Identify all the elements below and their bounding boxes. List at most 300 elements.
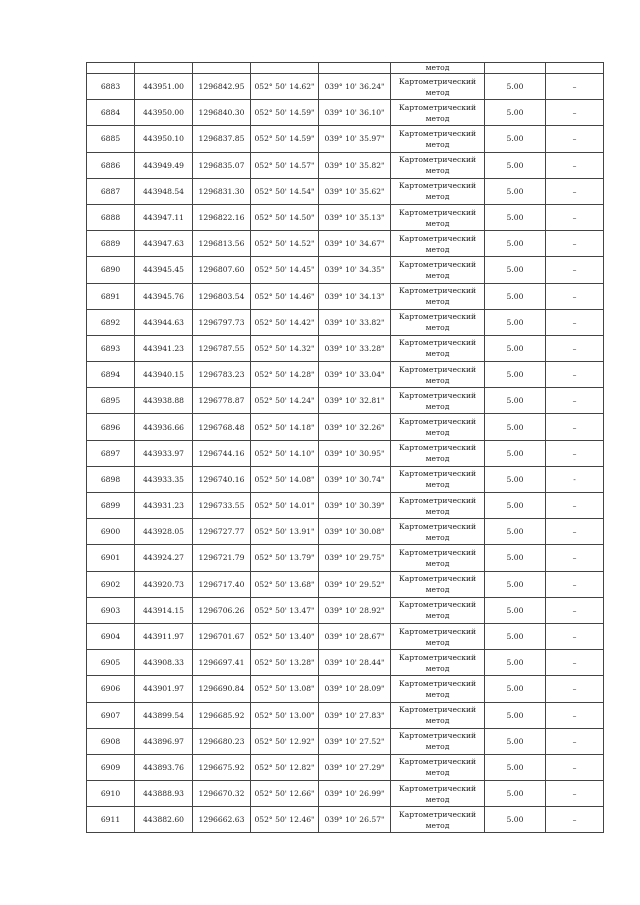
- method-line-1: Картометрический: [398, 809, 477, 819]
- method-line-2: метод: [425, 558, 450, 568]
- cell-method: [391, 74, 485, 100]
- table-row: [87, 728, 604, 754]
- cell-latitude: 052° 50' 14.42": [251, 309, 319, 335]
- method-line-2: метод: [425, 87, 450, 97]
- cell-latitude: 052° 50' 14.57": [251, 152, 319, 178]
- method-line-2: метод: [425, 349, 450, 359]
- cell-y-coordinate: 1296837.85: [193, 126, 251, 152]
- cell-accuracy: 5.00: [485, 283, 546, 309]
- table-row: [87, 440, 604, 466]
- cell-latitude: 052° 50' 14.32": [251, 335, 319, 361]
- cell-accuracy: 5.00: [485, 597, 546, 623]
- cell-x-coordinate: 443908.33: [135, 650, 193, 676]
- cell-y-coordinate: 1296685.92: [193, 702, 251, 728]
- cell-method: [391, 362, 485, 388]
- cell-method: [391, 414, 485, 440]
- cell-description: –: [546, 807, 604, 833]
- cell-y-coordinate: 1296701.67: [193, 623, 251, 649]
- cell-x-coordinate: 443944.63: [135, 309, 193, 335]
- cell-accuracy: 5.00: [485, 440, 546, 466]
- cell-y-coordinate: 1296727.77: [193, 519, 251, 545]
- cell-method: [391, 283, 485, 309]
- method-line-2: метод: [425, 192, 450, 202]
- cell-method: [391, 466, 485, 492]
- cell-accuracy: 5.00: [485, 728, 546, 754]
- cell-longitude: 039° 10' 33.04": [319, 362, 391, 388]
- cell-y-coordinate: 1296744.16: [193, 440, 251, 466]
- cell-description: –: [546, 571, 604, 597]
- cell-point-number: 6886: [87, 152, 135, 178]
- cell-point-number: 6890: [87, 257, 135, 283]
- cell-accuracy: 5.00: [485, 335, 546, 361]
- cell-latitude: 052° 50' 13.00": [251, 702, 319, 728]
- method-line-2: метод: [425, 428, 450, 438]
- cell-x-coordinate: 443940.15: [135, 362, 193, 388]
- cell-latitude: 052° 50' 14.28": [251, 362, 319, 388]
- cell-method: [391, 807, 485, 833]
- cell-x-coordinate: 443933.97: [135, 440, 193, 466]
- cell-accuracy: 5.00: [485, 702, 546, 728]
- cell-method: [391, 440, 485, 466]
- method-line-2: метод: [425, 663, 450, 673]
- cell-point-number: 6896: [87, 414, 135, 440]
- cell-latitude: 052° 50' 14.08": [251, 466, 319, 492]
- cell-accuracy: 5.00: [485, 362, 546, 388]
- cell-description: –: [546, 362, 604, 388]
- cell-latitude: 052° 50' 13.79": [251, 545, 319, 571]
- table-row: [87, 231, 604, 257]
- cell-longitude: 039° 10' 30.08": [319, 519, 391, 545]
- cell-x-coordinate: 443914.15: [135, 597, 193, 623]
- method-line-2: метод: [425, 454, 450, 464]
- cell-y-coordinate: 1296768.48: [193, 414, 251, 440]
- method-line-2: метод: [425, 480, 450, 490]
- cell-description: –: [546, 519, 604, 545]
- cell-x-coordinate: 443893.76: [135, 754, 193, 780]
- cell-description: –: [546, 623, 604, 649]
- method-line-1: Картометрический: [398, 521, 477, 531]
- cell-method: [391, 702, 485, 728]
- cell-method: [391, 257, 485, 283]
- cell-method: [391, 388, 485, 414]
- cell-longitude: 039° 10' 32.26": [319, 414, 391, 440]
- cell-y-coordinate: 1296740.16: [193, 466, 251, 492]
- cell-longitude: 039° 10' 33.82": [319, 309, 391, 335]
- cell-accuracy: 5.00: [485, 152, 546, 178]
- cell-y-coordinate: 1296787.55: [193, 335, 251, 361]
- cell-latitude: 052° 50' 12.46": [251, 807, 319, 833]
- method-line-1: Картометрический: [398, 259, 477, 269]
- method-line-2: метод: [425, 244, 450, 254]
- cell-latitude: 052° 50' 13.28": [251, 650, 319, 676]
- method-line-2: метод: [425, 689, 450, 699]
- cell-method: [391, 728, 485, 754]
- method-line-1: Картометрический: [398, 128, 477, 138]
- cell-longitude: 039° 10' 28.09": [319, 676, 391, 702]
- method-line-1: Картометрический: [398, 286, 477, 296]
- table-row: [87, 466, 604, 492]
- method-line-1: Картометрический: [398, 390, 477, 400]
- table-row: [87, 362, 604, 388]
- cell-accuracy: 5.00: [485, 754, 546, 780]
- cell-x-coordinate: 443933.35: [135, 466, 193, 492]
- cell-latitude: 052° 50' 14.59": [251, 126, 319, 152]
- cell-y-coordinate: 1296822.16: [193, 204, 251, 230]
- cell-description: –: [546, 178, 604, 204]
- table-row: [87, 519, 604, 545]
- cell-latitude: 052° 50' 14.01": [251, 493, 319, 519]
- cell-longitude: 039° 10' 29.52": [319, 571, 391, 597]
- cell-latitude: 052° 50' 13.40": [251, 623, 319, 649]
- table-row: [87, 754, 604, 780]
- cell-accuracy: 5.00: [485, 519, 546, 545]
- method-line-2: метод: [425, 585, 450, 595]
- method-line-1: Картометрический: [398, 469, 477, 479]
- cell-description: –: [546, 440, 604, 466]
- method-line-2: метод: [425, 742, 450, 752]
- cell-method: [391, 597, 485, 623]
- table-row: [87, 623, 604, 649]
- cell-description: –: [546, 309, 604, 335]
- method-line-1: Картометрический: [398, 626, 477, 636]
- cell-y-coordinate: 1296675.92: [193, 754, 251, 780]
- method-line-1: Картометрический: [398, 233, 477, 243]
- cell-description: –: [546, 257, 604, 283]
- cell-point-number: 6899: [87, 493, 135, 519]
- cell-latitude: 052° 50' 13.91": [251, 519, 319, 545]
- table-row: [87, 204, 604, 230]
- cell-point-number: 6893: [87, 335, 135, 361]
- table-row: [87, 388, 604, 414]
- cell-point-number: 6897: [87, 440, 135, 466]
- table-row: [87, 676, 604, 702]
- method-line-1: Картометрический: [398, 76, 477, 86]
- cell-point-number: 6904: [87, 623, 135, 649]
- cell-description: –: [546, 545, 604, 571]
- table-row: [87, 152, 604, 178]
- cell-x-coordinate: 443920.73: [135, 571, 193, 597]
- cell-latitude: 052° 50' 13.47": [251, 597, 319, 623]
- cell-empty: [546, 63, 604, 74]
- cell-point-number: 6907: [87, 702, 135, 728]
- method-line-2: метод: [425, 113, 450, 123]
- cell-x-coordinate: 443949.49: [135, 152, 193, 178]
- coordinates-table: [86, 62, 604, 833]
- method-line-1: Картометрический: [398, 678, 477, 688]
- cell-accuracy: 5.00: [485, 807, 546, 833]
- cell-longitude: 039° 10' 32.81": [319, 388, 391, 414]
- cell-x-coordinate: 443947.11: [135, 204, 193, 230]
- cell-x-coordinate: 443945.76: [135, 283, 193, 309]
- cell-x-coordinate: 443911.97: [135, 623, 193, 649]
- method-line-1: Картометрический: [398, 155, 477, 165]
- cell-latitude: 052° 50' 14.18": [251, 414, 319, 440]
- cell-y-coordinate: 1296783.23: [193, 362, 251, 388]
- cell-longitude: 039° 10' 28.44": [319, 650, 391, 676]
- method-line-1: Картометрический: [398, 338, 477, 348]
- cell-x-coordinate: 443896.97: [135, 728, 193, 754]
- table-row: [87, 545, 604, 571]
- cell-accuracy: 5.00: [485, 388, 546, 414]
- cell-latitude: 052° 50' 14.54": [251, 178, 319, 204]
- cell-point-number: 6883: [87, 74, 135, 100]
- cell-longitude: 039° 10' 34.13": [319, 283, 391, 309]
- cell-latitude: 052° 50' 13.68": [251, 571, 319, 597]
- cell-y-coordinate: 1296697.41: [193, 650, 251, 676]
- cell-point-number: 6902: [87, 571, 135, 597]
- table-row: [87, 597, 604, 623]
- cell-x-coordinate: 443948.54: [135, 178, 193, 204]
- cell-x-coordinate: 443931.23: [135, 493, 193, 519]
- cell-x-coordinate: 443941.23: [135, 335, 193, 361]
- cell-method: [391, 781, 485, 807]
- cell-longitude: 039° 10' 36.24": [319, 74, 391, 100]
- cell-longitude: 039° 10' 28.92": [319, 597, 391, 623]
- cell-x-coordinate: 443888.93: [135, 781, 193, 807]
- cell-empty: [87, 63, 135, 74]
- cell-y-coordinate: 1296717.40: [193, 571, 251, 597]
- cell-longitude: 039° 10' 34.67": [319, 231, 391, 257]
- method-line-1: Картометрический: [398, 181, 477, 191]
- method-line-1: Картометрический: [398, 547, 477, 557]
- method-line-2: метод: [425, 323, 450, 333]
- method-line-1: Картометрический: [398, 705, 477, 715]
- cell-method: [391, 754, 485, 780]
- cell-x-coordinate: 443936.66: [135, 414, 193, 440]
- cell-method: [391, 335, 485, 361]
- cell-point-number: 6905: [87, 650, 135, 676]
- cell-accuracy: 5.00: [485, 178, 546, 204]
- table-row: [87, 178, 604, 204]
- cell-point-number: 6894: [87, 362, 135, 388]
- cell-latitude: 052° 50' 14.50": [251, 204, 319, 230]
- cell-longitude: 039° 10' 36.10": [319, 100, 391, 126]
- cell-x-coordinate: 443938.88: [135, 388, 193, 414]
- table-row: [87, 781, 604, 807]
- cell-accuracy: 5.00: [485, 414, 546, 440]
- table-row: [87, 309, 604, 335]
- cell-longitude: 039° 10' 29.75": [319, 545, 391, 571]
- cell-x-coordinate: 443950.10: [135, 126, 193, 152]
- table-row: [87, 74, 604, 100]
- cell-method: [391, 231, 485, 257]
- cell-x-coordinate: 443947.63: [135, 231, 193, 257]
- cell-description: –: [546, 100, 604, 126]
- cell-description: –: [546, 781, 604, 807]
- method-line-1: Картометрический: [398, 102, 477, 112]
- cell-point-number: 6898: [87, 466, 135, 492]
- cell-accuracy: 5.00: [485, 466, 546, 492]
- cell-description: –: [546, 597, 604, 623]
- cell-longitude: 039° 10' 33.28": [319, 335, 391, 361]
- cell-description: –: [546, 204, 604, 230]
- method-line-1: Картометрический: [398, 757, 477, 767]
- cell-y-coordinate: 1296842.95: [193, 74, 251, 100]
- cell-description: –: [546, 335, 604, 361]
- method-line-2: метод: [425, 794, 450, 804]
- cell-point-number: 6891: [87, 283, 135, 309]
- method-line-1: Картометрический: [398, 731, 477, 741]
- cell-method: [391, 623, 485, 649]
- method-line-1: Картометрический: [398, 652, 477, 662]
- cell-accuracy: 5.00: [485, 126, 546, 152]
- cell-method: [391, 152, 485, 178]
- cell-method: [391, 100, 485, 126]
- cell-longitude: 039° 10' 26.99": [319, 781, 391, 807]
- cell-description: –: [546, 702, 604, 728]
- method-line-1: Картометрический: [398, 207, 477, 217]
- cell-y-coordinate: 1296670.32: [193, 781, 251, 807]
- method-line-2: метод: [425, 297, 450, 307]
- cell-longitude: 039° 10' 26.57": [319, 807, 391, 833]
- cell-y-coordinate: 1296835.07: [193, 152, 251, 178]
- table-row: [87, 283, 604, 309]
- method-line-2: метод: [425, 506, 450, 516]
- method-line-1: Картометрический: [398, 364, 477, 374]
- cell-description: –: [546, 728, 604, 754]
- cell-accuracy: 5.00: [485, 204, 546, 230]
- cell-y-coordinate: 1296662.63: [193, 807, 251, 833]
- cell-method: [391, 650, 485, 676]
- method-line-1: Картометрический: [398, 574, 477, 584]
- cell-latitude: 052° 50' 14.10": [251, 440, 319, 466]
- table-row: [87, 702, 604, 728]
- cell-x-coordinate: 443945.45: [135, 257, 193, 283]
- cell-accuracy: 5.00: [485, 257, 546, 283]
- cell-point-number: 6906: [87, 676, 135, 702]
- cell-point-number: 6887: [87, 178, 135, 204]
- cell-description: –: [546, 493, 604, 519]
- method-line-1: Картометрический: [398, 600, 477, 610]
- cell-empty: [135, 63, 193, 74]
- cell-longitude: 039° 10' 30.39": [319, 493, 391, 519]
- cell-point-number: 6889: [87, 231, 135, 257]
- method-line-1: Картометрический: [398, 312, 477, 322]
- cell-longitude: 039° 10' 35.13": [319, 204, 391, 230]
- method-line-2: метод: [425, 270, 450, 280]
- cell-latitude: 052° 50' 14.62": [251, 74, 319, 100]
- cell-accuracy: 5.00: [485, 676, 546, 702]
- cell-x-coordinate: 443951.00: [135, 74, 193, 100]
- method-line-1: Картометрический: [398, 443, 477, 453]
- cell-longitude: 039° 10' 30.74": [319, 466, 391, 492]
- cell-point-number: 6909: [87, 754, 135, 780]
- method-line-2: метод: [425, 218, 450, 228]
- cell-accuracy: 5.00: [485, 781, 546, 807]
- cell-empty: [251, 63, 319, 74]
- cell-latitude: 052° 50' 14.45": [251, 257, 319, 283]
- table-row: [87, 335, 604, 361]
- cell-latitude: 052° 50' 14.52": [251, 231, 319, 257]
- cell-method: [391, 309, 485, 335]
- cell-description: –: [546, 74, 604, 100]
- cell-description: –: [546, 231, 604, 257]
- cell-description: –: [546, 126, 604, 152]
- cell-point-number: 6901: [87, 545, 135, 571]
- method-line-2: метод: [425, 375, 450, 385]
- cell-x-coordinate: 443950.00: [135, 100, 193, 126]
- cell-accuracy: 5.00: [485, 493, 546, 519]
- table-row: [87, 650, 604, 676]
- cell-y-coordinate: 1296778.87: [193, 388, 251, 414]
- method-line-2: метод: [425, 139, 450, 149]
- cell-y-coordinate: 1296831.30: [193, 178, 251, 204]
- cell-x-coordinate: 443928.05: [135, 519, 193, 545]
- method-line-1: Картометрический: [398, 495, 477, 505]
- cell-accuracy: 5.00: [485, 545, 546, 571]
- cell-longitude: 039° 10' 34.35": [319, 257, 391, 283]
- cell-method: [391, 519, 485, 545]
- cell-latitude: 052° 50' 14.46": [251, 283, 319, 309]
- method-line-2: метод: [425, 768, 450, 778]
- cell-method: [391, 126, 485, 152]
- method-line-2: метод: [425, 401, 450, 411]
- cell-y-coordinate: 1296803.54: [193, 283, 251, 309]
- cell-accuracy: 5.00: [485, 74, 546, 100]
- cell-y-coordinate: 1296690.84: [193, 676, 251, 702]
- cell-y-coordinate: 1296680.23: [193, 728, 251, 754]
- cell-description: -: [546, 466, 604, 492]
- method-line-2: метод: [425, 820, 450, 830]
- cell-accuracy: 5.00: [485, 650, 546, 676]
- method-line-1: Картометрический: [398, 417, 477, 427]
- cell-point-number: 6908: [87, 728, 135, 754]
- method-line-2: метод: [425, 611, 450, 621]
- method-line-1: Картометрический: [398, 783, 477, 793]
- cell-longitude: 039° 10' 35.97": [319, 126, 391, 152]
- cell-accuracy: 5.00: [485, 100, 546, 126]
- table-row: [87, 257, 604, 283]
- cell-x-coordinate: 443901.97: [135, 676, 193, 702]
- cell-longitude: 039° 10' 35.62": [319, 178, 391, 204]
- cell-accuracy: 5.00: [485, 623, 546, 649]
- cell-description: –: [546, 754, 604, 780]
- method-line-2: метод: [425, 532, 450, 542]
- cell-method: [391, 545, 485, 571]
- cell-latitude: 052° 50' 13.08": [251, 676, 319, 702]
- cell-longitude: 039° 10' 27.29": [319, 754, 391, 780]
- cell-empty: [193, 63, 251, 74]
- table-row: [87, 493, 604, 519]
- cell-description: –: [546, 414, 604, 440]
- cell-longitude: 039° 10' 35.82": [319, 152, 391, 178]
- cell-method: [391, 178, 485, 204]
- cell-point-number: 6900: [87, 519, 135, 545]
- cell-accuracy: 5.00: [485, 571, 546, 597]
- cell-method: [391, 571, 485, 597]
- cell-y-coordinate: 1296813.56: [193, 231, 251, 257]
- table-row: [87, 126, 604, 152]
- cell-y-coordinate: 1296807.60: [193, 257, 251, 283]
- cell-point-number: 6895: [87, 388, 135, 414]
- cell-latitude: 052° 50' 14.59": [251, 100, 319, 126]
- cell-method-tail: метод: [391, 63, 485, 74]
- cell-latitude: 052° 50' 12.92": [251, 728, 319, 754]
- cell-latitude: 052° 50' 12.82": [251, 754, 319, 780]
- cell-empty: [485, 63, 546, 74]
- cell-description: –: [546, 676, 604, 702]
- cell-description: –: [546, 283, 604, 309]
- cell-y-coordinate: 1296840.30: [193, 100, 251, 126]
- cell-point-number: 6892: [87, 309, 135, 335]
- table-row: [87, 414, 604, 440]
- cell-longitude: 039° 10' 27.83": [319, 702, 391, 728]
- cell-point-number: 6884: [87, 100, 135, 126]
- cell-accuracy: 5.00: [485, 231, 546, 257]
- cell-description: –: [546, 152, 604, 178]
- cell-y-coordinate: 1296721.79: [193, 545, 251, 571]
- cell-method: [391, 493, 485, 519]
